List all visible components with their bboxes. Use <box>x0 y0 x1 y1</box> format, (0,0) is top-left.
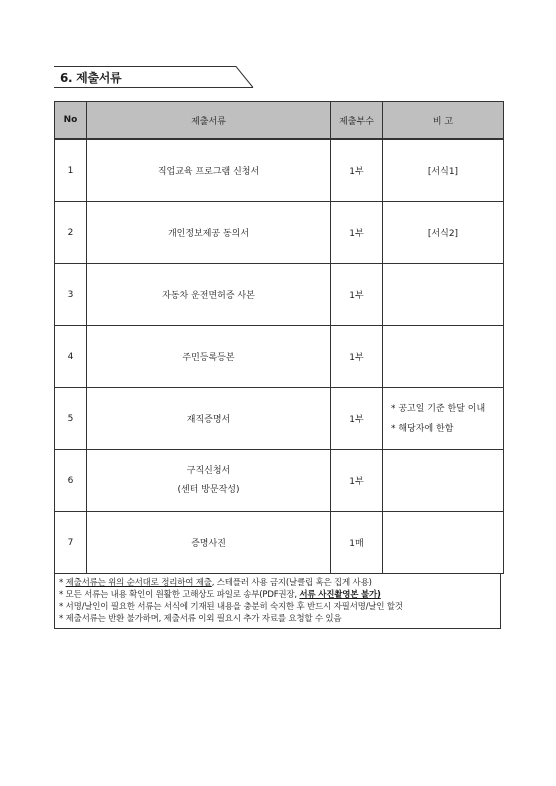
section-title: 6. 제출서류 <box>60 71 122 85</box>
row-remark <box>383 326 504 388</box>
row-document: 주민등록등본 <box>87 326 331 388</box>
section-heading <box>54 66 254 88</box>
row-remark <box>383 388 504 450</box>
row-remark <box>383 512 504 574</box>
row-document <box>87 450 331 512</box>
note-emphasis: 서류 사진촬영본 불가) <box>299 590 381 600</box>
row-remark <box>383 264 504 326</box>
row-copies: 1부 <box>331 450 383 512</box>
remark-line: * 해당자에 한함 <box>391 423 454 434</box>
row-document: 자동차 운전면허증 사본 <box>87 264 331 326</box>
table-row <box>55 264 504 326</box>
document-line: (센터 방문작성) <box>177 484 240 495</box>
row-remark: [서식1] <box>383 139 504 202</box>
note-bullet: * <box>59 578 66 588</box>
table-row <box>55 139 504 202</box>
document-line: 구직신청서 <box>186 465 231 476</box>
note-line: * 제출서류는 반환 불가하며, 제출서류 이외 필요시 추가 자료를 요청할 수 있음 <box>59 614 342 624</box>
table-row <box>55 326 504 388</box>
note-line <box>59 589 500 601</box>
note-text: , 스테플러 사용 금지(날클립 혹은 집게 사용) <box>211 578 372 588</box>
row-remark <box>383 450 504 512</box>
row-number: 1 <box>55 139 87 202</box>
table-row <box>55 512 504 574</box>
row-number: 4 <box>55 326 87 388</box>
row-number: 3 <box>55 264 87 326</box>
header-remarks: 비 고 <box>383 102 504 140</box>
row-copies: 1부 <box>331 388 383 450</box>
table-row <box>55 450 504 512</box>
row-copies: 1부 <box>331 264 383 326</box>
row-number: 7 <box>55 512 87 574</box>
row-copies: 1부 <box>331 139 383 202</box>
table-row <box>55 202 504 264</box>
row-document: 직업교육 프로그램 신청서 <box>87 139 331 202</box>
row-number: 5 <box>55 388 87 450</box>
note-line <box>59 577 500 589</box>
header-document: 제출서류 <box>87 102 331 140</box>
table-header-row <box>55 102 504 140</box>
row-document: 개인정보제공 동의서 <box>87 202 331 264</box>
row-copies: 1부 <box>331 326 383 388</box>
remark-line: * 공고일 기준 한달 이내 <box>391 403 486 414</box>
row-copies: 1부 <box>331 202 383 264</box>
row-number: 6 <box>55 450 87 512</box>
notes-box <box>54 574 501 629</box>
row-document: 증명사진 <box>87 512 331 574</box>
row-document: 재직증명서 <box>87 388 331 450</box>
note-line: * 서명/날인이 필요한 서류는 서식에 기재된 내용을 충분히 숙지한 후 반드시 자필서명/날인 할것 <box>59 602 403 612</box>
note-emphasis: 제출서류는 위의 순서대로 정리하여 제출 <box>65 578 212 588</box>
row-remark: [서식2] <box>383 202 504 264</box>
row-number: 2 <box>55 202 87 264</box>
table-row <box>55 388 504 450</box>
header-copies: 제출부수 <box>331 102 383 140</box>
documents-table <box>54 101 504 574</box>
header-no: No <box>55 102 87 140</box>
row-copies: 1매 <box>331 512 383 574</box>
note-text: * 모든 서류는 내용 확인이 원활한 고해상도 파일로 송부(PDF권장, <box>59 590 300 600</box>
